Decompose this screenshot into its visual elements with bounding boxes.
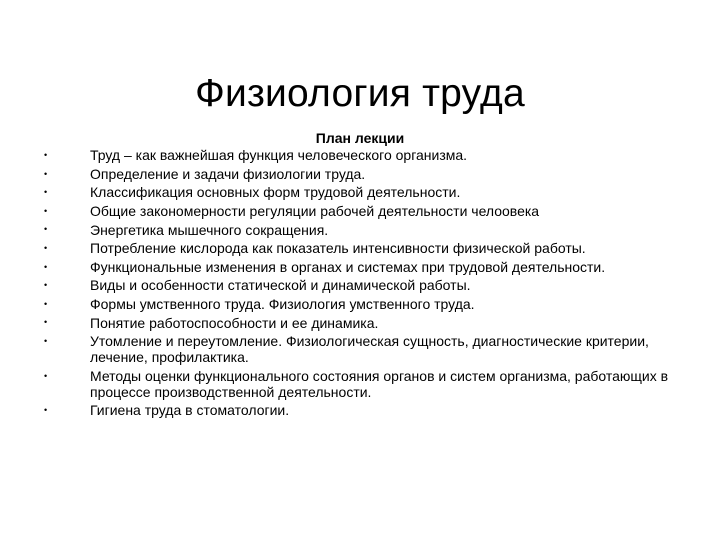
list-item-text: Общие закономерности регуляции рабочей деятельности челоовека	[90, 203, 540, 220]
list-item-text: Классификация основных форм трудовой деятельности.	[90, 184, 461, 201]
list-item-text: Труд – как важнейшая функция человеческого организма.	[90, 147, 468, 164]
plan-heading: План лекции	[315, 130, 405, 146]
slide-title: Физиология труда	[195, 72, 525, 116]
list-item	[42, 239, 702, 258]
list-item	[42, 332, 702, 367]
bullet-icon: •	[44, 261, 48, 272]
list-item-text: Энергетика мышечного сокращения.	[90, 221, 329, 238]
list-item	[42, 220, 702, 239]
list-item	[42, 202, 702, 221]
bullet-icon: •	[44, 335, 48, 346]
list-item-text: Определение и задачи физиологии труда.	[90, 165, 366, 182]
list-item-text: Понятие работоспособности и ее динамика.	[90, 314, 379, 331]
bullet-icon: •	[44, 298, 48, 309]
list-item	[42, 401, 702, 420]
bullet-icon: •	[44, 150, 48, 160]
list-item	[42, 295, 702, 314]
list-item	[42, 313, 702, 332]
list-item-text: Утомление и переутомление. Физиологическая сущность, диагностические критерии, лечение, профилактика.	[90, 333, 649, 366]
list-item-text: Потребление кислорода как показатель интенсивности физической работы.	[90, 240, 586, 257]
bullet-icon: •	[44, 168, 48, 179]
bullet-icon: •	[44, 280, 48, 291]
list-item	[42, 183, 702, 202]
bullet-icon: •	[44, 224, 48, 235]
list-item-text: Виды и особенности статической и динамической работы.	[90, 277, 471, 294]
bullet-icon: •	[44, 370, 48, 381]
list-item	[42, 276, 702, 295]
list-item	[42, 367, 702, 402]
list-item-text: Методы оценки функционального состояния органов и систем организма, работающих в процессе производственной деятельности.	[90, 367, 669, 400]
list-item-text: Функциональные изменения в органах и системах при трудовой деятельности.	[90, 258, 606, 275]
list-item	[42, 165, 702, 184]
list-item-text: Гигиена труда в стоматологии.	[90, 402, 290, 419]
list-item	[42, 146, 702, 165]
list-item	[42, 258, 702, 277]
bullet-icon: •	[44, 317, 48, 328]
bullet-icon: •	[44, 187, 48, 198]
bullet-icon: •	[44, 242, 48, 253]
bullet-icon: •	[44, 205, 48, 216]
bullet-icon: •	[44, 405, 48, 416]
lecture-plan-list	[42, 146, 702, 420]
list-item-text: Формы умственного труда. Физиология умственного труда.	[90, 296, 475, 313]
